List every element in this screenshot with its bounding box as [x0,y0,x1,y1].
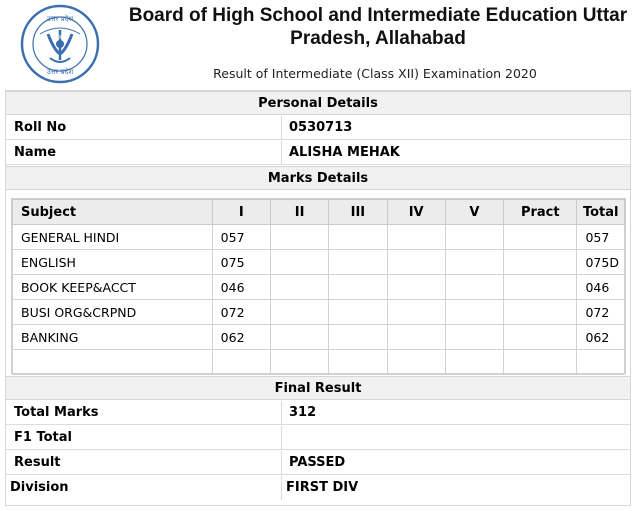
table-row [13,225,625,250]
mark-ii-cell [270,250,328,275]
total-cell: 046 [577,275,625,300]
total-marks-value: 312 [289,405,317,420]
roll-number-row [6,116,630,140]
table-row [13,250,625,275]
mark-ii-cell [270,275,328,300]
roll-number-value: 0530713 [289,120,353,135]
mark-iv-cell [387,250,445,275]
empty-cell [387,350,445,375]
empty-cell [445,350,503,375]
mark-ii-cell [270,325,328,350]
mark-v-cell [445,225,503,250]
mark-i-cell: 057 [212,225,270,250]
mark-iii-cell [329,325,387,350]
pract-cell [504,225,577,250]
mark-v-cell [445,300,503,325]
result-label: Result [14,455,61,470]
division-value: FIRST DIV [286,480,359,495]
marks-header-row [13,200,625,225]
f1-total-row [6,426,630,450]
mark-i-cell: 075 [212,250,270,275]
total-cell: 062 [577,325,625,350]
column-header-iv: IV [387,200,445,225]
subject-cell: BOOK KEEP&ACCT [13,275,213,300]
mark-iii-cell [329,275,387,300]
mark-ii-cell [270,225,328,250]
up-government-emblem-icon [20,4,100,84]
total-marks-row [6,401,630,425]
marks-table [12,199,625,375]
column-header-pract: Pract [504,200,577,225]
exam-title: Result of Intermediate (Class XII) Examination 2020 [213,66,537,81]
table-row [13,300,625,325]
mark-iii-cell [329,300,387,325]
total-cell: 057 [577,225,625,250]
mark-v-cell [445,250,503,275]
divider [281,426,282,450]
column-header-ii: II [270,200,328,225]
table-row-empty [13,350,625,375]
mark-v-cell [445,325,503,350]
empty-cell [504,350,577,375]
divider [281,401,282,425]
name-value: ALISHA MEHAK [289,145,400,160]
empty-cell [212,350,270,375]
final-result-heading: Final Result [6,376,630,400]
mark-iii-cell [329,250,387,275]
subject-cell: BUSI ORG&CRPND [13,300,213,325]
division-row [6,476,630,500]
mark-ii-cell [270,300,328,325]
subject-cell: ENGLISH [13,250,213,275]
division-label: Division [10,480,69,495]
pract-cell [504,325,577,350]
column-header-subject: Subject [13,200,213,225]
table-row [13,325,625,350]
logo-letter: अ [57,34,63,41]
mark-i-cell: 062 [212,325,270,350]
personal-details-heading: Personal Details [6,91,630,115]
name-row [6,141,630,165]
empty-cell [329,350,387,375]
divider [281,141,282,165]
total-cell: 075D [577,250,625,275]
empty-cell [577,350,625,375]
column-header-v: V [445,200,503,225]
marks-details-heading: Marks Details [6,166,630,190]
mark-v-cell [445,275,503,300]
subject-cell: GENERAL HINDI [13,225,213,250]
total-cell: 072 [577,300,625,325]
result-value: PASSED [289,455,346,470]
mark-iv-cell [387,325,445,350]
divider [281,451,282,475]
pract-cell [504,250,577,275]
empty-cell [13,350,213,375]
board-title: Board of High School and Intermediate Education Uttar Pradesh, Allahabad [128,5,628,49]
marks-table-container [11,198,626,374]
f1-total-label: F1 Total [14,430,72,445]
pract-cell [504,275,577,300]
result-row [6,451,630,475]
mark-i-cell: 072 [212,300,270,325]
mark-iv-cell [387,225,445,250]
divider [281,116,282,140]
roll-number-label: Roll No [14,120,67,135]
total-marks-label: Total Marks [14,405,99,420]
mark-i-cell: 046 [212,275,270,300]
column-header-i: I [212,200,270,225]
mark-iv-cell [387,300,445,325]
mark-iii-cell [329,225,387,250]
column-header-iii: III [329,200,387,225]
name-label: Name [14,145,57,160]
table-row [13,275,625,300]
column-header-total: Total [577,200,625,225]
logo-bottom-text: उत्तर प्रदेश [46,68,74,76]
empty-cell [270,350,328,375]
mark-iv-cell [387,275,445,300]
result-panel [5,90,631,506]
subject-cell: BANKING [13,325,213,350]
logo-top-text: उत्तर प्रदेश [46,15,74,23]
header [0,0,637,88]
pract-cell [504,300,577,325]
divider [281,476,282,500]
